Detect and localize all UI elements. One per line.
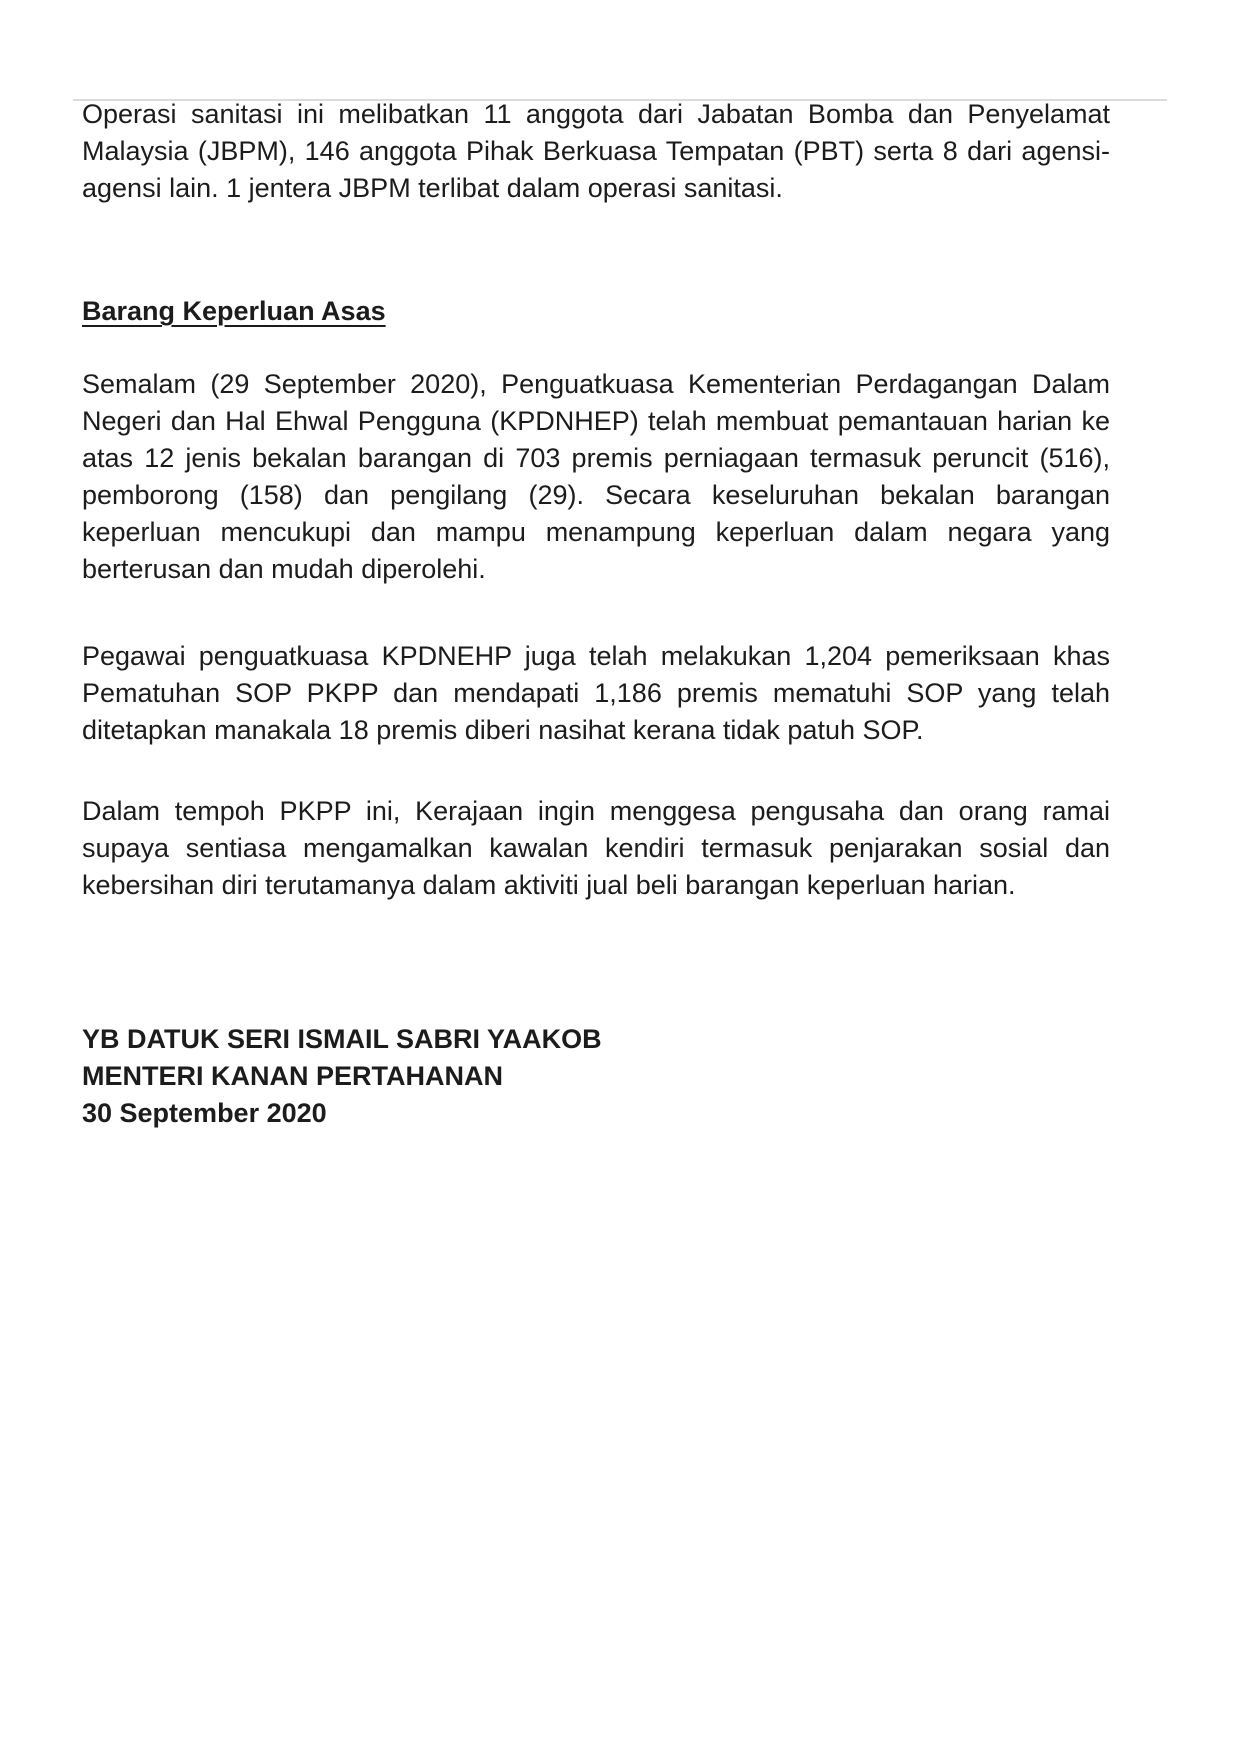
signature-position: MENTERI KANAN PERTAHANAN — [82, 1061, 503, 1091]
paragraph-sanitation-operation: Operasi sanitasi ini melibatkan 11 anggota dari Jabatan Bomba dan Penyelamat Malaysia (JBPM), 146 anggota Pihak Berkuasa Tempatan (PBT) serta 8 dari agensi-agensi lain. 1 jentera JBPM terlibat dalam operasi sanitasi. — [82, 99, 1110, 203]
document-body — [82, 96, 1110, 1132]
section-heading-barang-keperluan-asas: Barang Keperluan Asas — [82, 296, 386, 326]
signature-name: YB DATUK SERI ISMAIL SABRI YAAKOB — [82, 1024, 602, 1054]
signature-block — [82, 1021, 1110, 1132]
paragraph-pkpp-advice: Dalam tempoh PKPP ini, Kerajaan ingin menggesa pengusaha dan orang ramai supaya sentiasa mengamalkan kawalan kendiri termasuk penjarakan sosial dan kebersihan diri terutamanya dalam aktiviti jual beli barangan keperluan harian. — [82, 796, 1110, 900]
paragraph-kpdnhep-monitoring: Semalam (29 September 2020), Penguatkuasa Kementerian Perdagangan Dalam Negeri dan Hal Ehwal Pengguna (KPDNHEP) telah membuat pemantauan harian ke atas 12 jenis bekalan barangan di 703 premis perniagaan termasuk peruncit (516), pemborong (158) dan pengilang (29). Secara keseluruhan bekalan barangan keperluan mencukupi dan mampu menampung keperluan dalam negara yang berterusan dan mudah diperolehi. — [82, 369, 1110, 584]
signature-date: 30 September 2020 — [82, 1098, 327, 1128]
paragraph-sop-inspections: Pegawai penguatkuasa KPDNEHP juga telah melakukan 1,204 pemeriksaan khas Pematuhan SOP PKPP dan mendapati 1,186 premis mematuhi SOP yang telah ditetapkan manakala 18 premis diberi nasihat kerana tidak patuh SOP. — [82, 641, 1110, 745]
